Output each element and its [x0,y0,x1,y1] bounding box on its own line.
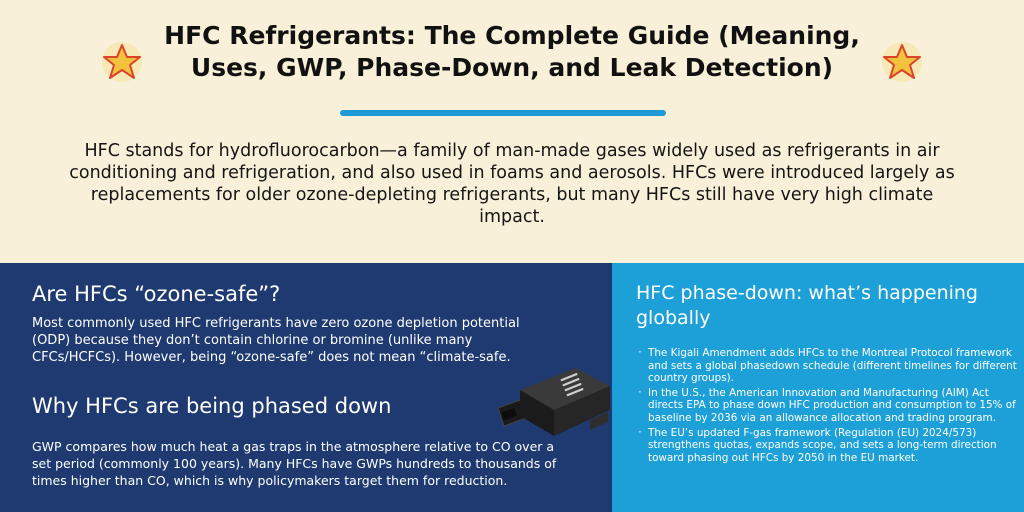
right-panel [612,263,1024,512]
global-phase-down-heading: HFC phase-down: what’s happening globally [636,282,978,329]
star-icon [100,40,144,84]
list-item: · The Kigali Amendment adds HFCs to the Montreal Protocol framework and sets a global phasedown schedule (different timelines for different country groups). [638,347,1018,385]
ozone-safe-body: Most commonly used HFC refrigerants have zero ozone depletion potential (ODP) because they don’t contain chlorine or bromine (unlike many CFCs/HCFCs). However, being “ozone-safe” does not mean “climate-safe. [32,316,520,365]
title-underline [340,110,666,116]
refrigerant-sensor-icon [490,348,612,448]
list-item: · In the U.S., the American Innovation and Manufacturing (AIM) Act directs EPA to phase down HFC production and consumption to 15% of baseline by 2036 via an allowance allocation and trading program. [638,387,1018,425]
intro-paragraph: HFC stands for hydrofluorocarbon—a family of man-made gases widely used as refrigerants in air conditioning and refrigeration, and also used in foams and aerosols. HFCs were introduced largely as replacements for older ozone-depleting refrigerants, but many HFCs still have very high climate impact. [69,141,955,227]
phase-down-body: GWP compares how much heat a gas traps in the atmosphere relative to CO over a set period (commonly 100 years). Many HFCs have GWPs hundreds to thousands of times higher than CO, which is why policymakers target them for reduction. [32,439,557,488]
list-item: · The EU’s updated F-gas framework (Regulation (EU) 2024/573) strengthens quotas, expands scope, and sets a long-term direction toward phasing out HFCs by 2050 in the EU market. [638,427,1018,465]
page-title: HFC Refrigerants: The Complete Guide (Meaning, Uses, GWP, Phase-Down, and Leak Detection) [164,21,860,82]
policy-list [638,347,1018,466]
left-panel [0,263,612,512]
star-icon [880,40,924,84]
ozone-safe-heading: Are HFCs “ozone-safe”? [32,282,281,306]
phase-down-heading: Why HFCs are being phased down [32,394,392,418]
